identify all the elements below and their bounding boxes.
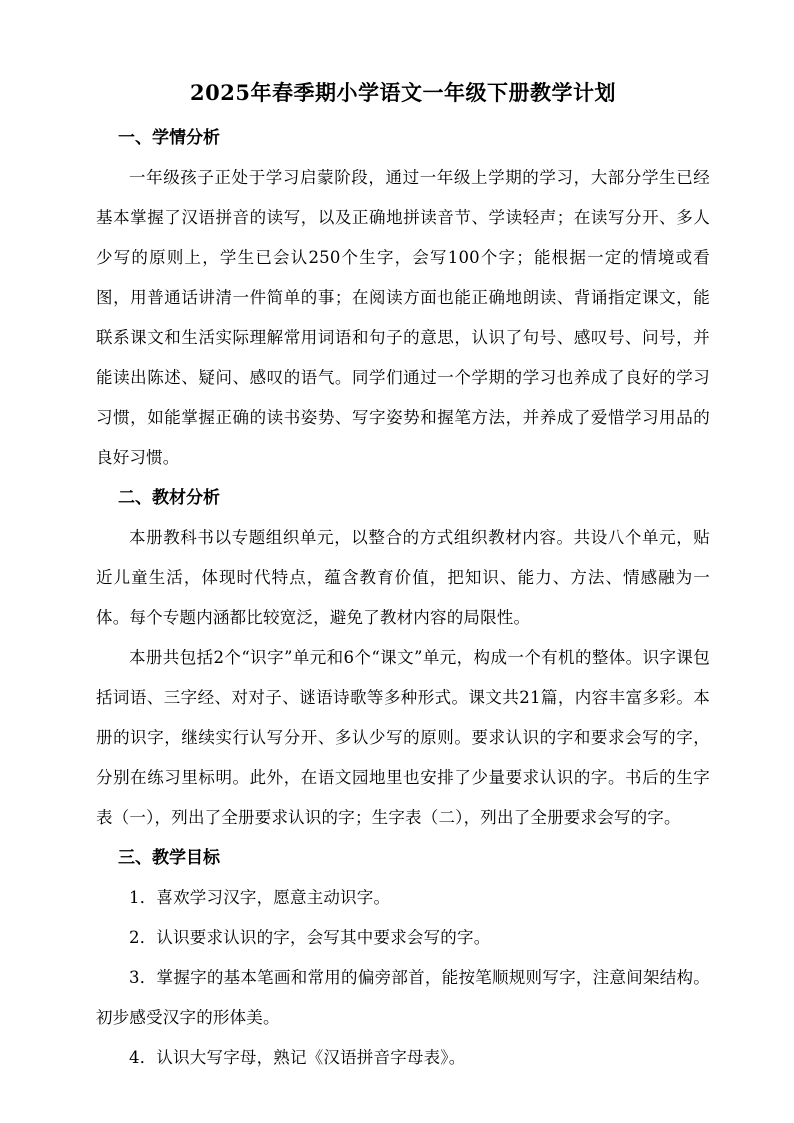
paragraph: 本册教科书以专题组织单元，以整合的方式组织教材内容。共设八个单元，贴近儿童生活，体现时代特点，蕴含教育价值，把知识、能力、方法、情感融为一体。每个专题内涵都比较宽泛，避免了教材内容的局限性。 [96, 528, 710, 627]
section-heading-learning-analysis: 一、学情分析 [118, 128, 220, 148]
document-title: 2025年春季期小学语文一年级下册教学计划 [190, 80, 616, 105]
list-item: 4．认识大写字母，熟记《汉语拼音字母表》。 [129, 1048, 466, 1067]
paragraph: 本册共包括2个“识字”单元和6个“课文”单元，构成一个有机的整体。识字课包括词语、三字经、对对子、谜语诗歌等多种形式。课文共21篇，内容丰富多彩。本册的识字，继续实行认写分开、多认少写的原则。要求认识的字和要求会写的字，分别在练习里标明。此外，在语文园地里也安排了少量要求认识的字。书后的生字表（一），列出了全册要求认识的字；生字表（二），列出了全册要求会写的字。 [96, 648, 710, 827]
list-item: 2．认识要求认识的字，会写其中要求会写的字。 [129, 928, 491, 947]
paragraph: 一年级孩子正处于学习启蒙阶段，通过一年级上学期的学习，大部分学生已经基本掌握了汉语拼音的读写，以及正确地拼读音节、学读轻声；在读写分开、多人少写的原则上，学生已会认250个生字，会写100个字；能根据一定的情境或看图，用普通话讲清一件简单的事；在阅读方面也能正确地朗读、背诵指定课文，能联系课文和生活实际理解常用词语和句子的意思，认识了句号、感叹号、问号，并能读出陈述、疑问、感叹的语气。同学们通过一个学期的学习也养成了良好的学习习惯，如能掌握正确的读书姿势、写字姿势和握笔方法，并养成了爱惜学习用品的良好习惯。 [96, 168, 710, 467]
list-item: 3．掌握字的基本笔画和常用的偏旁部首，能按笔顺规则写字，注意间架结构。初步感受汉字的形体美。 [96, 968, 710, 1027]
list-item: 1．喜欢学习汉字，愿意主动识字。 [129, 888, 391, 907]
section-heading-teaching-goals: 三、教学目标 [118, 848, 220, 868]
section-heading-textbook-analysis: 二、教材分析 [118, 488, 220, 508]
